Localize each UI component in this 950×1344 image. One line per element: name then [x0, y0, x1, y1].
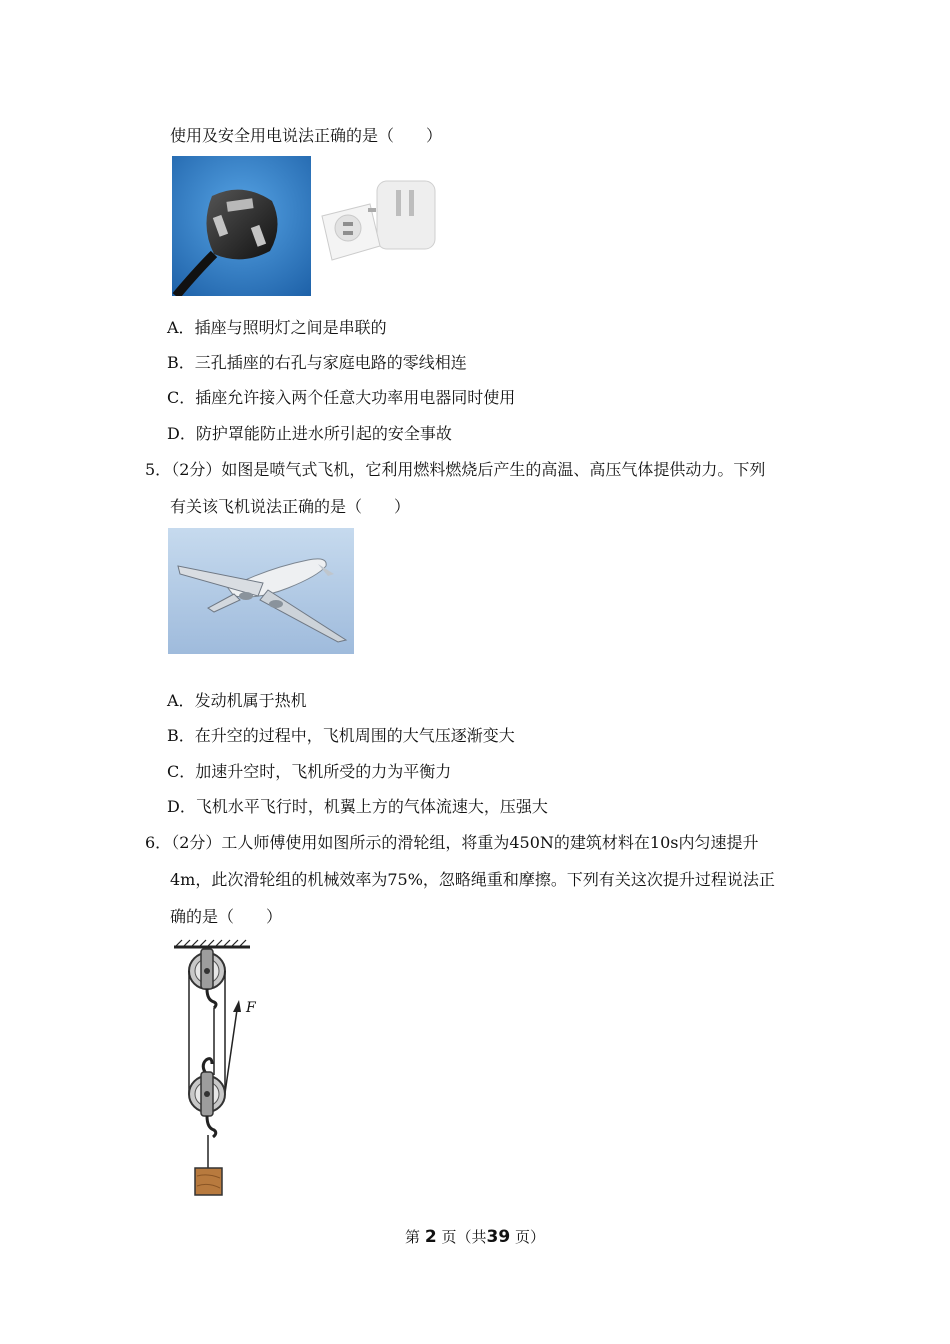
q4-option-a[interactable]: A．插座与照明灯之间是串联的	[167, 318, 387, 337]
movable-pulley	[189, 1059, 225, 1137]
q4-option-b[interactable]: B．三孔插座的右孔与家庭电路的零线相连	[167, 353, 467, 372]
q4-option-d[interactable]: D．防护罩能防止进水所引起的安全事故	[167, 424, 452, 443]
uk-plug-photo	[172, 156, 311, 296]
q6-pulley-figure	[170, 938, 270, 1200]
q4-plug-figure	[172, 156, 452, 296]
force-label: F	[246, 1000, 256, 1016]
q6-score: （2分）	[171, 833, 222, 852]
q6-number: 6．	[145, 833, 172, 852]
q6-stem-line1: 6．（2分）工人师傅使用如图所示的滑轮组，将重为450N的建筑材料在10s内匀速提升	[145, 833, 759, 852]
fixed-pulley	[189, 949, 225, 1008]
q6-stem-line3: 确的是（ ）	[170, 907, 283, 926]
q5-number: 5．	[145, 460, 172, 479]
page-number: 2	[424, 1227, 437, 1247]
q4-stem-tail: 使用及安全用电说法正确的是（ ）	[170, 126, 443, 145]
q5-option-d[interactable]: D．飞机水平飞行时，机翼上方的气体流速大，压强大	[167, 797, 548, 816]
q5-airplane-figure	[168, 528, 354, 654]
page-footer: 第 2 页（共39 页）	[405, 1227, 545, 1247]
page-total: 39	[486, 1227, 511, 1247]
q5-score: （2分）	[171, 460, 222, 479]
load-box	[195, 1168, 222, 1195]
q5-option-b[interactable]: B．在升空的过程中，飞机周围的大气压逐渐变大	[167, 726, 515, 745]
q5-stem-line2: 有关该飞机说法正确的是（ ）	[170, 497, 411, 516]
q5-option-a[interactable]: A．发动机属于热机	[167, 691, 307, 710]
q5-stem-line1: 5．（2分）如图是喷气式飞机，它利用燃料燃烧后产生的高温、高压气体提供动力。下列	[145, 460, 766, 479]
q4-option-c[interactable]: C．插座允许接入两个任意大功率用电器同时使用	[167, 388, 516, 407]
adapter-photo	[312, 156, 452, 296]
q5-option-c[interactable]: C．加速升空时，飞机所受的力为平衡力	[167, 762, 452, 781]
q6-stem-line2: 4m，此次滑轮组的机械效率为75%，忽略绳重和摩擦。下列有关这次提升过程说法正	[170, 870, 775, 889]
